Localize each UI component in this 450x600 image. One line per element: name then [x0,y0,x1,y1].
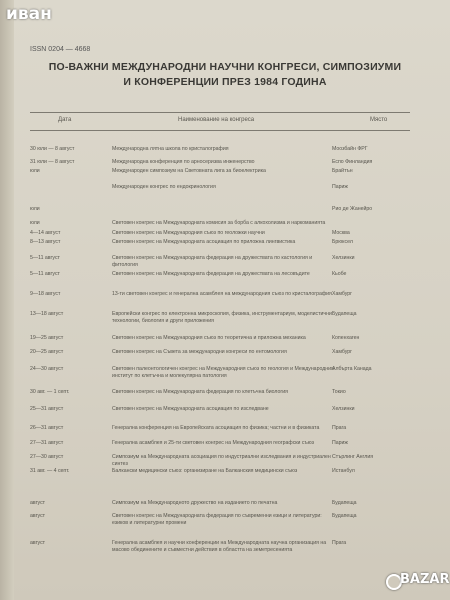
row-place: Брайтън [332,168,353,174]
row-name: Световен конгрес на Международната федерация на дружествата по кастология и фитология [112,255,313,268]
row-date: юли [30,220,40,226]
row-place: Хамбург [332,349,353,355]
row-place: Копенхаген [332,335,360,341]
row-date: 9—18 август [30,291,61,297]
row-place: Стърлинг Англия [332,454,374,460]
row-date: 13—18 август [30,311,64,317]
row-name: Генерална асамблея и 25-ти световен конгрес на Международния географски съюз [112,440,314,446]
row-name: Генерална асамблея и научни конференции на Международната научна организация на масово обединените и съвместни действия в областта на земетресенията [112,540,327,553]
row-date: 30 юли — 8 август [30,146,75,152]
row-name: Международен конгрес по ендокринология [112,184,216,190]
row-date: август [30,513,46,519]
row-date: 19—25 август [30,335,64,341]
column-header-name: Наименование на конгреса [178,117,255,123]
row-date: август [30,540,46,546]
row-name: Световен конгрес на Международния съюз по теоретична и приложна механика [112,335,306,341]
row-date: 30 авг. — 1 септ. [30,389,70,395]
row-name: Световен конгрес на Международната асоциация по изследване [112,406,269,412]
issn-number: ISSN 0204 — 4668 [30,46,91,53]
row-name: Световен конгрес на Международната федерация по клетъчна биология [112,389,288,395]
row-name: Световен конгрес на Международния съюз по геоложки научни [112,230,265,236]
row-date: юли [30,206,40,212]
row-name: Световен конгрес на Международната комисия за борба с алкохолизма и наркоманията [112,220,326,226]
row-name: 13-ти световен конгрес и генерална асамблея на международния съюз по кристалография [112,291,332,297]
row-name: Балкански медицински съюз: организиране на Балканския медицински съюз [112,468,298,474]
row-place: Албърта Канада [332,366,372,372]
page-title-line-2: И КОНФЕРЕНЦИИ ПРЕЗ 1984 ГОДИНА [123,76,327,88]
row-date: 26—31 август [30,425,64,431]
bazar-logo: BAZAR [400,572,450,587]
row-name: Международен симпозиум на Световната лига за биоелектрика [112,168,266,174]
row-place: Париж [332,440,348,446]
row-place: Рио де Жанейро [332,206,373,212]
table-header-rule [30,130,410,131]
row-date: юли [30,168,40,174]
row-place: Будапеща [332,500,357,506]
row-name: Международна лятна школа по кристалография [112,146,229,152]
column-header-place: Място [370,117,388,123]
row-place: Брюксел [332,239,353,245]
row-place: Моозбайн ФРГ [332,146,368,152]
row-date: 31 юли — 8 август [30,159,75,165]
row-name: Европейски конгрес по електронна микроскопия, физика, инструментариум, моделистични технологии, биология и други приложения [112,311,332,324]
row-place: Будапеща [332,513,357,519]
row-name: Генерална конференция на Европейската асоциация по физика; частни и в физиката [112,425,320,431]
row-date: 27—30 август [30,454,64,460]
row-name: Световен конгрес на Международната федерация по съвременни езици и литератури: езиков и литературни промени [112,513,322,526]
row-date: 25—31 август [30,406,64,412]
row-place: Токио [332,389,346,395]
watermark: иван [6,4,52,24]
row-place: Хелзинки [332,255,355,261]
row-place: Париж [332,184,348,190]
row-place: Прага [332,425,347,431]
row-name: Симпозиум на Международното дружество на изданието по печатна [112,500,278,506]
row-place: Еспо Финландия [332,159,373,165]
row-name: Световен палеонтологичен конгрес на Международния съюз по геология и Международния институт по клетъчна и молекулярна патология [112,366,334,379]
row-date: 5—11 август [30,271,60,277]
row-name: Световен конгрес на Международната асоциация по приложна лингвистика [112,239,296,245]
row-date: август [30,500,46,506]
column-header-date: Дата [58,117,72,123]
row-place: Москва [332,230,350,236]
page-title [40,60,410,90]
row-date: 8—13 август [30,239,61,245]
row-place: Прага [332,540,347,546]
row-date: 24—30 август [30,366,64,372]
row-date: 4—14 август [30,230,61,236]
row-place: Истанбул [332,468,355,474]
row-place: Кьобе [332,271,347,277]
row-date: 5—11 август [30,255,60,261]
row-date: 27—31 август [30,440,64,446]
row-name: Световен конгрес на Съвета за международни конгреси по ентомология [112,349,287,355]
row-place: Хелзинки [332,406,355,412]
row-date: 20—25 август [30,349,64,355]
page-title-line-1: ПО-ВАЖНИ МЕЖДУНАРОДНИ НАУЧНИ КОНГРЕСИ, СИМПОЗИУМИ [48,61,402,73]
row-place: Хамбург [332,291,353,297]
table-top-rule [30,112,410,113]
row-name: Симпозиум на Международната асоциация по индустриални изследвания и индустриален синтез [112,454,331,467]
row-place: Будапеща [332,311,357,317]
row-name: Международна конференция по арносеризва инженерство [112,159,255,165]
row-name: Световен конгрес на Международната федерация на дружествата на лесовъдите [112,271,310,277]
binding-gutter [0,0,14,600]
row-date: 31 авг. — 4 септ. [30,468,70,474]
